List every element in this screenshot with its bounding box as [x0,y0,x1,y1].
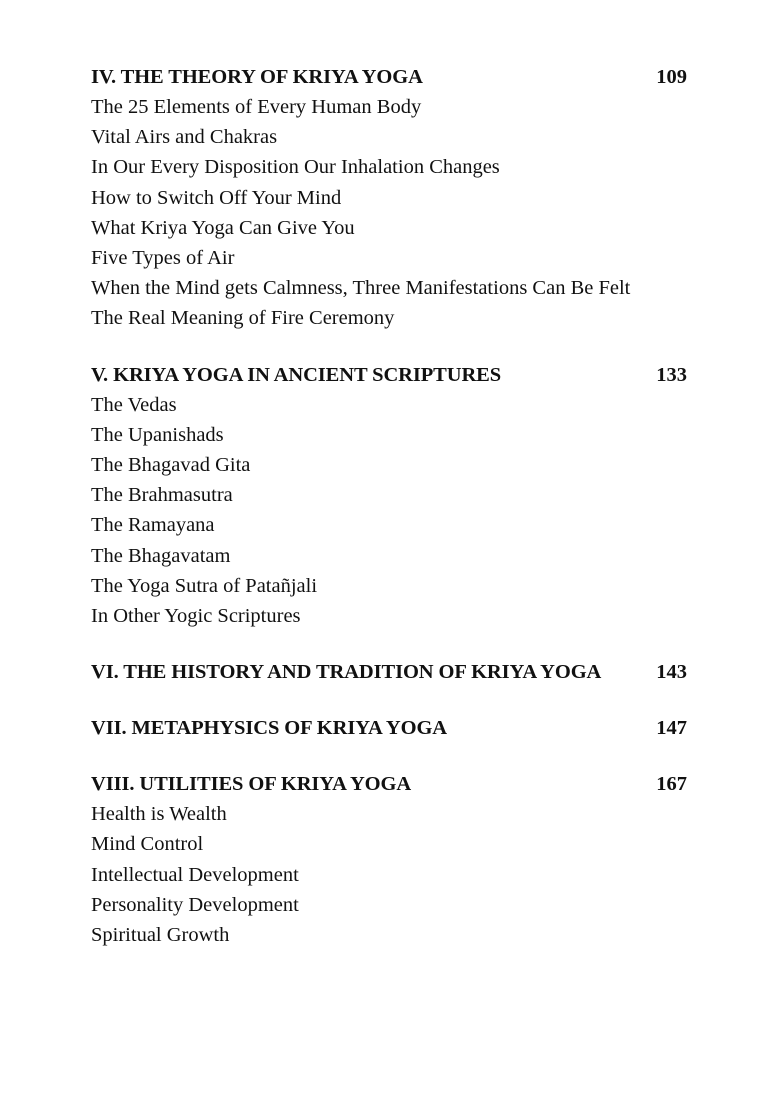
section-item: What Kriya Yoga Can Give You [91,216,355,239]
section-list [91,390,687,632]
chapter-v [91,360,687,632]
chapter-page-number: 167 [656,773,687,796]
section-item: The Ramayana [91,514,215,537]
chapter-page-number: 109 [656,66,687,88]
chapter-page-number: 143 [656,661,687,684]
chapter-page-number: 147 [656,717,687,740]
section-item: Spiritual Growth [91,924,230,947]
section-item: The Brahmasutra [91,484,233,507]
section-item: The 25 Elements of Every Human Body [91,96,422,118]
chapter-title: IV. THE THEORY OF KRIYA YOGA [91,66,423,88]
chapter-iv [91,62,687,334]
section-item: The Bhagavatam [91,544,231,567]
chapter-heading [91,62,687,92]
chapter-heading [91,769,687,799]
chapter-heading [91,713,687,743]
section-item: The Vedas [91,393,177,416]
chapter-vii [91,713,687,743]
section-item: Five Types of Air [91,247,235,270]
section-item: The Bhagavad Gita [91,454,251,477]
chapter-title: VIII. UTILITIES OF KRIYA YOGA [91,773,412,796]
table-of-contents [91,62,687,976]
section-item: In Other Yogic Scriptures [91,605,301,628]
section-item: Health is Wealth [91,803,227,826]
section-list [91,92,687,334]
section-list [91,799,687,950]
chapter-heading [91,360,687,390]
section-item: When the Mind gets Calmness, Three Manifestations Can Be Felt [91,277,631,300]
section-item: The Real Meaning of Fire Ceremony [91,307,395,330]
section-item: Vital Airs and Chakras [91,126,278,149]
chapter-page-number: 133 [656,363,687,386]
section-item: The Upanishads [91,423,224,446]
section-item: The Yoga Sutra of Patañjali [91,574,318,597]
chapter-title: V. KRIYA YOGA IN ANCIENT SCRIPTURES [91,363,502,386]
section-item: Intellectual Development [91,863,299,886]
chapter-title: VI. THE HISTORY AND TRADITION OF KRIYA YOGA [91,661,602,684]
section-item: Personality Development [91,893,299,916]
chapter-heading [91,657,687,687]
chapter-vi [91,657,687,687]
section-item: Mind Control [91,833,204,856]
section-item: In Our Every Disposition Our Inhalation Changes [91,156,500,179]
section-item: How to Switch Off Your Mind [91,186,342,209]
chapter-title: VII. METAPHYSICS OF KRIYA YOGA [91,717,447,740]
chapter-viii [91,769,687,950]
